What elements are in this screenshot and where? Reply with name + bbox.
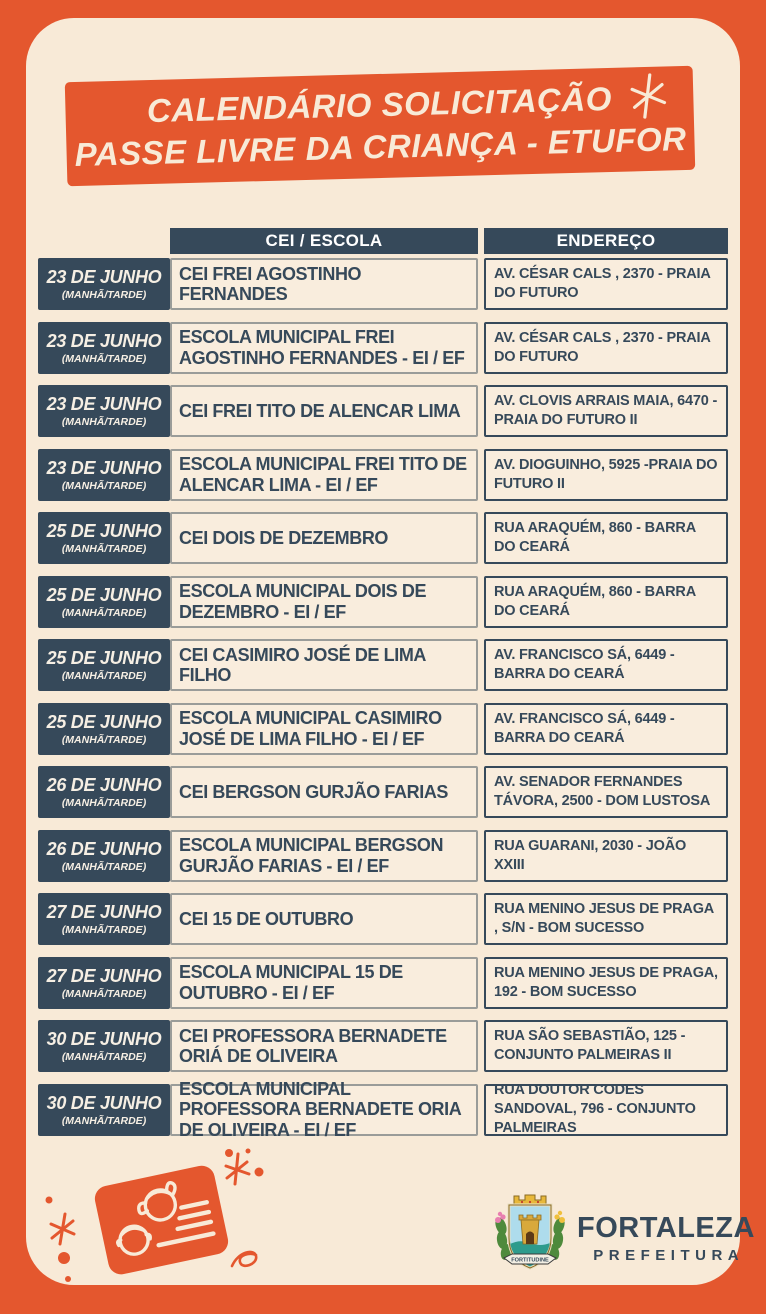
shift-label: (MANHÃ/TARDE) [61,543,147,555]
date-label: 27 DE JUNHO [46,965,162,986]
address-cell: RUA ARAQUÉM, 860 - BARRA DO CEARÁ [484,576,728,628]
address-cell: RUA DOUTOR CODES SANDOVAL, 796 - CONJUNTO PALMEIRAS [484,1084,728,1136]
logo-wordmark [577,1211,755,1264]
date-cell [38,576,170,628]
address-cell: RUA ARAQUÉM, 860 - BARRA DO CEARÁ [484,512,728,564]
sparkle-icon [629,72,668,124]
school-cell: ESCOLA MUNICIPAL FREI AGOSTINHO FERNANDES - EI / EF [170,322,478,374]
date-label: 26 DE JUNHO [46,775,162,795]
address-cell: AV. FRANCISCO SÁ, 6449 -BARRA DO CEARÁ [484,639,728,691]
date-label: 30 DE JUNHO [46,1029,162,1049]
date-cell [38,512,170,564]
table-body [38,258,728,1140]
date-label: 27 DE JUNHO [46,902,162,922]
date-label: 26 DE JUNHO [46,838,162,859]
shift-label: (MANHÃ/TARDE) [61,289,147,301]
date-cell [38,830,170,882]
date-label: 23 DE JUNHO [46,457,162,478]
sparkle-icon [42,1194,82,1295]
shift-label: (MANHÃ/TARDE) [61,924,147,936]
title-banner [65,66,696,186]
table-row [38,322,728,374]
address-cell: AV. CLOVIS ARRAIS MAIA, 6470 - PRAIA DO FUTURO II [484,385,728,437]
sparkle-icon [222,1148,268,1193]
date-label: 23 DE JUNHO [46,267,162,287]
school-cell: ESCOLA MUNICIPAL PROFESSORA BERNADETE ORIA DE OLIVEIRA - EI / EF [170,1084,478,1136]
date-cell [38,322,170,374]
date-cell [38,893,170,945]
address-cell: RUA MENINO JESUS DE PRAGA , S/N - BOM SUCESSO [484,893,728,945]
table-row [38,957,728,1009]
schedule-table [38,228,728,1147]
squiggle-icon [230,1246,260,1281]
address-cell: AV. CÉSAR CALS , 2370 - PRAIA DO FUTURO [484,322,728,374]
tower [519,1215,541,1244]
column-header-school: CEI / ESCOLA [170,228,478,254]
title-line-1: CALENDÁRIO SOLICITAÇÃO [146,79,613,129]
table-row [38,258,728,310]
date-cell [38,385,170,437]
brand-name: FORTALEZA [577,1211,755,1244]
address-cell: RUA MENINO JESUS DE PRAGA, 192 - BOM SUCESSO [484,957,728,1009]
school-cell: ESCOLA MUNICIPAL CASIMIRO JOSÉ DE LIMA FILHO - EI / EF [170,703,478,755]
table-row [38,830,728,882]
shift-label: (MANHÃ/TARDE) [61,733,147,746]
school-cell: CEI BERGSON GURJÃO FARIAS [170,766,478,818]
date-cell [38,1020,170,1072]
table-row [38,639,728,691]
svg-text:FORTITUDINE: FORTITUDINE [511,1257,549,1264]
school-cell: CEI FREI TITO DE ALENCAR LIMA [170,385,478,437]
address-cell: RUA GUARANI, 2030 - JOÃO XXIII [484,830,728,882]
table-header-row [170,228,728,254]
date-label: 30 DE JUNHO [46,1092,162,1113]
date-cell [38,1084,170,1136]
address-cell: RUA SÃO SEBASTIÃO, 125 - CONJUNTO PALMEIRAS II [484,1020,728,1072]
school-cell: CEI DOIS DE DEZEMBRO [170,512,478,564]
table-row [38,1020,728,1072]
school-cell: CEI CASIMIRO JOSÉ DE LIMA FILHO [170,639,478,691]
date-cell [38,449,170,501]
table-row [38,1079,728,1140]
shift-label: (MANHÃ/TARDE) [61,987,147,1000]
shift-label: (MANHÃ/TARDE) [61,416,147,428]
fortaleza-logo [492,1192,755,1285]
shift-label: (MANHÃ/TARDE) [61,479,147,492]
table-row [38,512,728,564]
date-cell [38,639,170,691]
shift-label: (MANHÃ/TARDE) [61,1051,147,1063]
shift-label: (MANHÃ/TARDE) [61,352,147,365]
shift-label: (MANHÃ/TARDE) [61,860,147,873]
school-cell: CEI PROFESSORA BERNADETE ORIÁ DE OLIVEIRA [170,1020,478,1072]
shift-label: (MANHÃ/TARDE) [61,797,147,809]
school-cell: ESCOLA MUNICIPAL BERGSON GURJÃO FARIAS - EI / EF [170,830,478,882]
address-cell: AV. FRANCISCO SÁ, 6449 -BARRA DO CEARÁ [484,703,728,755]
address-cell: AV. SENADOR FERNANDES TÁVORA, 2500 - DOM LUSTOSA [484,766,728,818]
date-cell [38,703,170,755]
column-header-address: ENDEREÇO [484,228,728,254]
shift-label: (MANHÃ/TARDE) [61,1114,147,1127]
school-cell: CEI FREI AGOSTINHO FERNANDES [170,258,478,310]
brand-subtitle: PREFEITURA [593,1246,745,1264]
shift-label: (MANHÃ/TARDE) [61,606,147,619]
title-line-2: PASSE LIVRE DA CRIANÇA - ETUFOR [74,119,687,173]
date-cell [38,766,170,818]
school-cell: ESCOLA MUNICIPAL DOIS DE DEZEMBRO - EI / EF [170,576,478,628]
school-cell: CEI 15 DE OUTUBRO [170,893,478,945]
table-row [38,766,728,818]
date-label: 23 DE JUNHO [46,330,162,351]
date-label: 25 DE JUNHO [46,521,162,541]
date-cell [38,258,170,310]
table-row [38,385,728,437]
school-cell: ESCOLA MUNICIPAL 15 DE OUTUBRO - EI / EF [170,957,478,1009]
table-row [38,703,728,755]
table-row [38,449,728,501]
address-cell: AV. DIOGUINHO, 5925 -PRAIA DO FUTURO II [484,449,728,501]
shift-label: (MANHÃ/TARDE) [61,670,147,682]
motto-ribbon [504,1254,556,1264]
fortaleza-crest-icon [492,1192,568,1285]
date-label: 25 DE JUNHO [46,711,162,732]
school-cell: ESCOLA MUNICIPAL FREI TITO DE ALENCAR LIMA - EI / EF [170,449,478,501]
crown [514,1195,546,1204]
address-cell: AV. CÉSAR CALS , 2370 - PRAIA DO FUTURO [484,258,728,310]
date-label: 25 DE JUNHO [46,648,162,668]
date-cell [38,957,170,1009]
table-row [38,576,728,628]
date-label: 25 DE JUNHO [46,584,162,605]
table-row [38,893,728,945]
date-label: 23 DE JUNHO [46,394,162,414]
